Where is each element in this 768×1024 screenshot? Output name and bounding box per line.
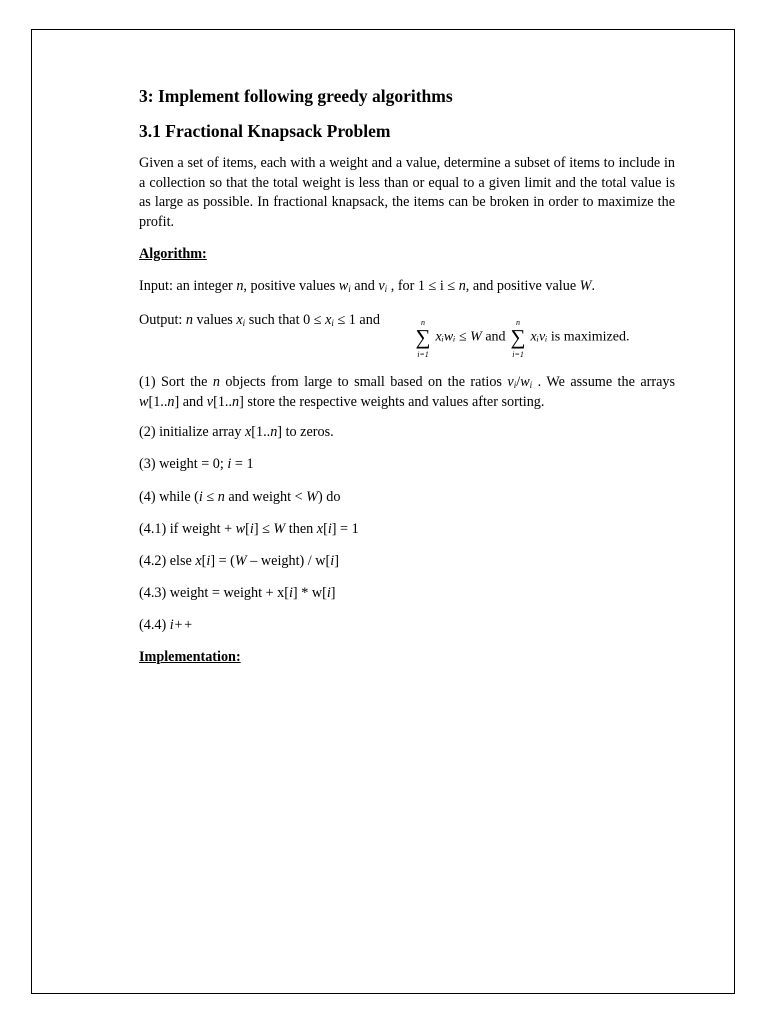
sum-weight-term: xᵢwᵢ ≤ W xyxy=(435,329,482,345)
step-4-3: (4.3) weight = weight + x[i] * w[i] xyxy=(139,585,336,601)
step-4-4: (4.4) i++ xyxy=(139,617,193,633)
implementation-heading: Implementation: xyxy=(139,649,241,665)
section-title: 3: Implement following greedy algorithms xyxy=(139,86,453,106)
sum-value-term: xᵢvᵢ xyxy=(530,329,548,345)
summation-formula: ∑ n i=1 xᵢwᵢ ≤ W and ∑ n i=1 xᵢvᵢ is maximized. xyxy=(415,318,630,359)
intro-paragraph: Given a set of items, each with a weight and a value, determine a subset of items to include in a collection so that the total weight is less than or equal to a given limit and the total value is as large as possible. In fractional knapsack, the items can be broken in order to maximize the profit. xyxy=(139,155,675,231)
subsection-title: 3.1 Fractional Knapsack Problem xyxy=(139,121,391,141)
maximized-text: is maximized. xyxy=(550,329,630,345)
step-4: (4) while (i ≤ n and weight < W) do xyxy=(139,489,341,505)
step-3: (3) weight = 0; i = 1 xyxy=(139,456,254,472)
input-line: Input: an integer n, positive values $w_i$ and $v_i$ , for 1 ≤ i ≤ n, and positive value W. xyxy=(139,278,596,294)
output-line: Output: n values $x_i$ such that $0 \le x_i \le 1$ and xyxy=(139,312,380,328)
sigma-symbol: ∑ n i=1 xyxy=(510,318,526,359)
step-4-2: (4.2) else x[i] = (W – weight) / w[i] xyxy=(139,553,339,569)
step-2: (2) initialize array x[1..n] to zeros. xyxy=(139,424,334,440)
step-4-1: (4.1) if weight + w[i] ≤ W then x[i] = 1 xyxy=(139,521,359,537)
step-1: (1) Sort the n objects from large to small based on the ratios $v_i/w_i$ . We assume the arrays w[1..n] and v[1..n] store the respective weights and values after sorting. xyxy=(139,374,675,410)
sigma-symbol: ∑ n i=1 xyxy=(415,318,431,359)
algorithm-heading: Algorithm: xyxy=(139,246,207,262)
